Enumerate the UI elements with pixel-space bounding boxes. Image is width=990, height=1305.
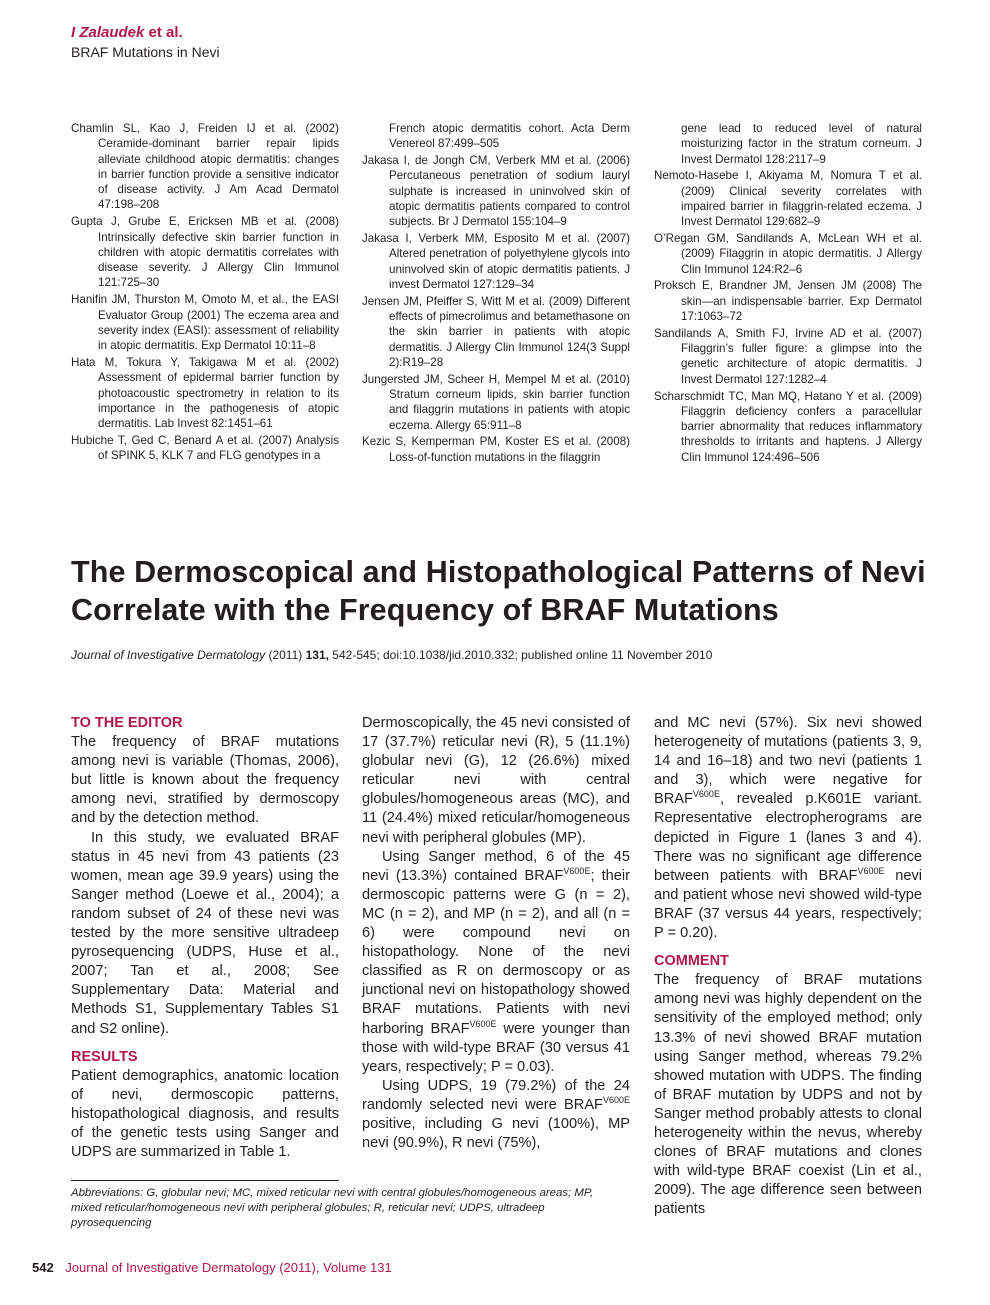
paragraph: The frequency of BRAF mutations among nevi was highly dependent on the sensitivity of the employed method; only 13.3% of nevi showed BRAF mutation using Sanger method, whereas 79.2% showed mutation with UDPS. The finding of BRAF mutation by UDPS and not by Sanger method probably attests to clonal heterogeneity within the nevus, whereby clones of BRAF mutations and clones with wild-type BRAF coexist (Lin et al., 2009). The age difference seen between patients [654, 972, 922, 1218]
article-column-2 [362, 714, 630, 1153]
paragraph: Using Sanger method, 6 of the 45 nevi (13.3%) contained $BRAF^{V600E}$; their dermoscopic patterns were G (n = 2), MC (n = 2), and MP (n = 2), and all (n = 6) were compound nevi on histopathology. None of the nevi classified as R on dermoscopy or as junctional nevi on histopathology showed BRAF mutations. Patients with nevi harboring $BRAF^{V600E}$ were younger than those with wild-type BRAF (30 versus 41 years, respectively; P = 0.03). [362, 848, 631, 1075]
article-title: The Dermoscopical and Histopathological Patterns of Nevi Correlate with the Frequency of BRAF Mutations [71, 555, 926, 627]
reference-entry: Sandilands A, Smith FJ, Irvine AD et al. (2007) Filaggrin’s fuller figure: a glimpse into the genetic architecture of atopic dermatitis. J Invest Dermatol 127:1282–4 [654, 326, 922, 386]
section-heading-to-the-editor: TO THE EDITOR [71, 715, 183, 731]
paragraph: and MC nevi (57%). Six nevi showed heterogeneity of mutations (patients 3, 9, 14 and 16–18) and two nevi (patients 1 and 3), which were negative for $BRAF^{V600E}$, revealed p.K601E variant. Representative electropherograms are depicted in Figure 1 (lanes 3 and 4). There was no significant age difference between patients with $BRAF^{V600E}$ nevi and patient whose nevi showed wild-type BRAF (37 versus 44 years, respectively; P = 0.20). [654, 715, 922, 942]
paragraph: Using UDPS, 19 (79.2%) of the 24 randomly selected nevi were $BRAF^{V600E}$ positive, including G nevi (100%), MP nevi (90.9%), R nevi (75%), [362, 1077, 630, 1152]
article-citation: Journal of Investigative Dermatology (2011) 131, 542-545; doi:10.1038/jid.2010.332; published online 11 November 2010 [71, 648, 713, 662]
reference-entry: French atopic dermatitis cohort. Acta Derm Venereol 87:499–505 [389, 122, 630, 151]
reference-entry: Jakasa I, Verberk MM, Esposito M et al. (2007) Altered penetration of polyethylene glycols into uninvolved skin of atopic dermatitis patients. J invest Dermatol 127:129–34 [362, 232, 630, 291]
reference-entry: Hubiche T, Ged C, Benard A et al. (2007) Analysis of SPINK 5, KLK 7 and FLG genotypes in a [71, 433, 339, 463]
reference-entry: Proksch E, Brandner JM, Jensen JM (2008) The skin—an indispensable barrier. Exp Dermatol 17:1063–72 [654, 279, 922, 324]
paragraph: Dermoscopically, the 45 nevi consisted of 17 (37.7%) reticular nevi (R), 5 (11.1%) globular nevi (G), 12 (26.6%) mixed reticular nevi with central globules/homogeneous areas (MC), and 11 (24.4%) mixed reticular/homogeneous nevi with peripheral globules (MP). [362, 715, 630, 846]
references-column-2 [362, 121, 630, 467]
reference-entry: gene lead to reduced level of natural moisturizing factor in the stratum corneum. J Invest Dermatol 128:2117–9 [681, 122, 922, 166]
reference-entry: Hata M, Tokura Y, Takigawa M et al. (2002) Assessment of epidermal barrier function by photoacoustic spectrometry in relation to its importance in the pathogenesis of atopic dermatitis. Lab Invest 82:1451–61 [71, 355, 339, 431]
abbreviations-footnote: Abbreviations: G, globular nevi; MC, mixed reticular nevi with central globules/homogeneous areas; MP, mixed reticular/homogeneous nevi with peripheral globules; R, reticular nevi; UDPS, ultradeep pyrosequencing [71, 1187, 594, 1229]
footer-journal: Journal of Investigative Dermatology (2011), Volume 131 [65, 1260, 392, 1275]
page-number: 542 [32, 1260, 54, 1275]
reference-entry: Chamlin SL, Kao J, Freiden IJ et al. (2002) Ceramide-dominant barrier repair lipids alleviate childhood atopic dermatitis: changes in barrier function provide a sensitive indicator of disease activity. J Am Acad Dermatol 47:198–208 [71, 122, 339, 212]
reference-entry: Scharschmidt TC, Man MQ, Hatano Y et al. (2009) Filaggrin deficiency confers a paracellular barrier abnormality that reduces inflammatory thresholds to irritants and haptens. J Allergy Clin Immunol 124:496–506 [654, 389, 922, 464]
running-title: BRAF Mutations in Nevi [71, 44, 220, 60]
footnote-divider [71, 1180, 339, 1181]
section-heading-results: RESULTS [71, 1048, 138, 1065]
references-column-3 [654, 121, 922, 467]
running-author: I Zalaudek et al. [71, 24, 183, 41]
paragraph: Patient demographics, anatomic location of nevi, dermoscopic patterns, histopathological diagnosis, and results of the genetic tests using Sanger and UDPS are summarized in Table 1. [71, 1067, 339, 1161]
reference-entry: O’Regan GM, Sandilands A, McLean WH et al. (2009) Filaggrin in atopic dermatitis. J Allergy Clin Immunol 124:R2–6 [654, 232, 922, 276]
references-column-1 [71, 121, 339, 465]
section-heading-comment: COMMENT [654, 953, 729, 970]
reference-entry: Kezic S, Kemperman PM, Koster ES et al. (2008) Loss-of-function mutations in the filaggrin [362, 435, 630, 464]
reference-entry: Jungersted JM, Scheer H, Mempel M et al. (2010) Stratum corneum lipids, skin barrier function and filaggrin mutations in patients with atopic eczema. Allergy 65:911–8 [362, 372, 630, 432]
reference-entry: Jakasa I, de Jongh CM, Verberk MM et al. (2006) Percutaneous penetration of sodium lauryl sulphate is increased in uninvolved skin of atopic dermatitis patients compared to control subjects. Br J Dermatol 155:104–9 [362, 154, 630, 229]
reference-entry: Nemoto-Hasebe I, Akiyama M, Nomura T et al. (2009) Clinical severity correlates with impaired barrier in filaggrin-related eczema. J Invest Dermatol 129:682–9 [654, 169, 922, 229]
paragraph: The frequency of BRAF mutations among nevi is variable (Thomas, 2006), but little is known about the frequency among nevi, stratified by dermoscopy and by the detection method. [71, 734, 339, 827]
page-footer [32, 1260, 392, 1275]
article-column-3 [654, 714, 922, 1219]
reference-entry: Gupta J, Grube E, Ericksen MB et al. (2008) Intrinsically defective skin barrier function in children with atopic dermatitis correlates with disease severity. J Allergy Clin Immunol 121:725–30 [71, 215, 339, 290]
article-column-1 [71, 714, 339, 1162]
reference-entry: Hanifin JM, Thurston M, Omoto M, et al., the EASI Evaluator Group (2001) The eczema area and severity index (EASI): assessment of reliability in atopic dermatitis. Exp Dermatol 10:11–8 [71, 293, 339, 353]
reference-entry: Jensen JM, Pfeiffer S, Witt M et al. (2009) Different effects of pimecrolimus and betamethasone on the skin barrier in patients with atopic dermatitis. J Allergy Clin Immunol 124(3 Suppl 2):R19–28 [362, 294, 630, 369]
paragraph: In this study, we evaluated BRAF status in 45 nevi from 43 patients (23 women, mean age 39.9 years) using the Sanger method (Loewe et al., 2004); a random subset of 24 of these nevi was tested by the more sensitive ultradeep pyrosequencing (UDPS, Huse et al., 2007; Tan et al., 2008; See Supplementary Data: Material and Methods S1, Supplementary Tables S1 and S2 online). [71, 829, 339, 1037]
